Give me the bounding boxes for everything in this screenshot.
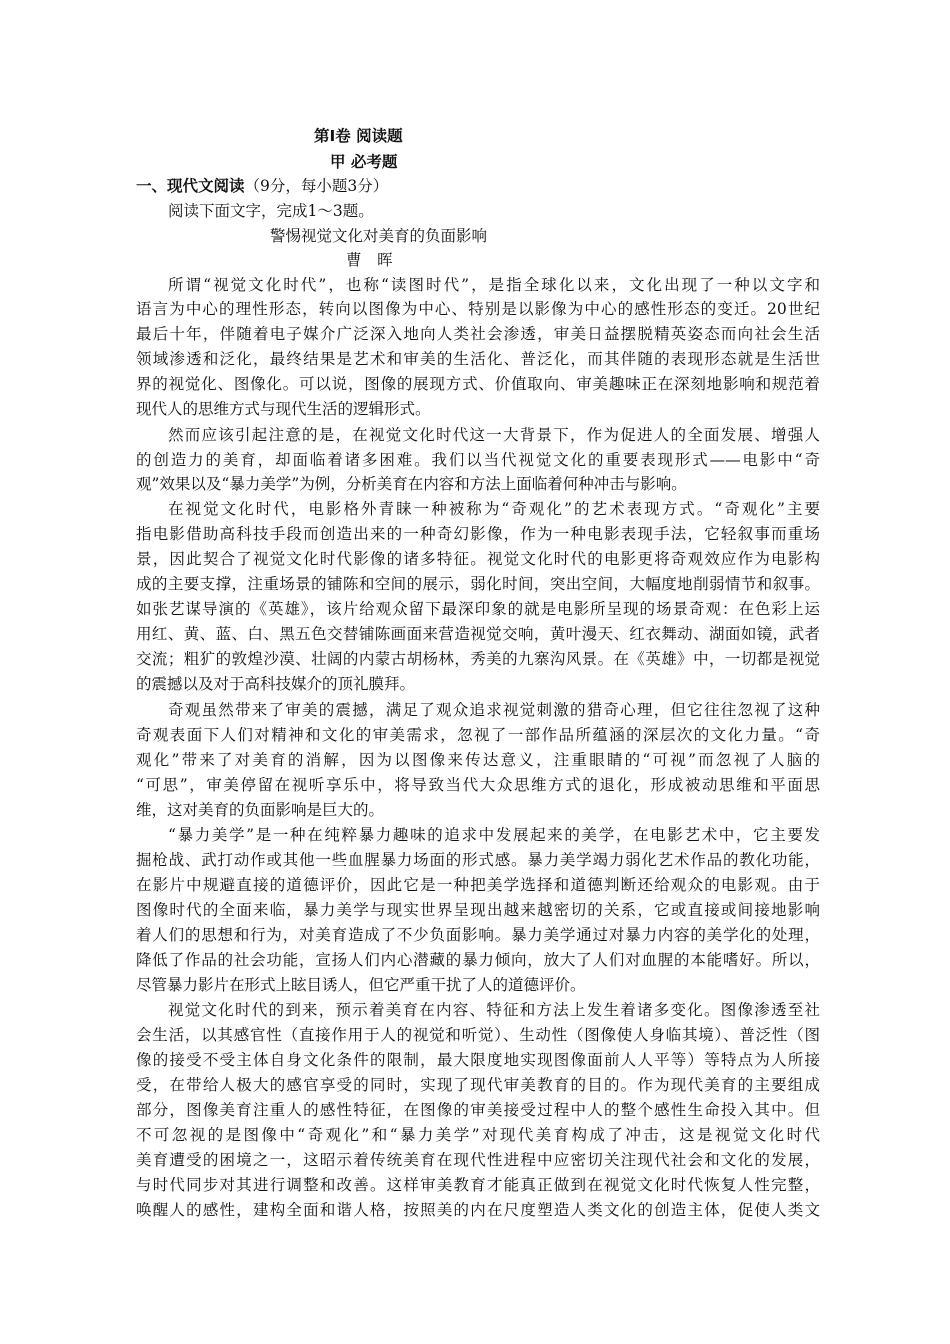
part-note: （9分，每小题3分） [244,177,389,195]
text-line: 语言为中心的理性形态，转向以图像为中心、特别是以影像为中心的感性形态的变迁。20世纪 [136,300,820,318]
text-line: 的创造力的美育，却面临着诸多困难。我们以当代视觉文化的重要表现形式——电影中“奇 [136,451,820,469]
text-line: 如张艺谋导演的《英雄》，该片给观众留下最深印象的就是电影所呈现的场景奇观：在色彩上运 [136,600,820,618]
text-line: 景，因此契合了视觉文化时代影像的诸多特征。视觉文化时代的电影更将奇观效应作为电影构 [136,550,820,568]
text-line: 奇观虽然带来了审美的震撼，满足了观众追求视觉刺激的猎奇心理，但它往往忽视了这种 [168,701,820,719]
section-title: 甲 必考题 [330,153,398,171]
text-line: 降低了作品的社会功能，宣扬人们内心潜藏的暴力倾向，放大了人们对血腥的本能嗜好。所以， [136,951,820,969]
text-line: 着人们的思想和行为，对美育造成了不少负面影响。暴力美学通过对暴力内容的美学化的处理， [136,926,820,944]
text-line: 会生活，以其感官性（直接作用于人的视觉和听觉）、生动性（图像使人身临其境）、普泛性（图 [136,1026,820,1044]
article-author: 曹 晖 [346,251,393,269]
text-line: 现代人的思维方式与现代生活的逻辑形式。 [136,400,431,418]
text-line: “可思”，审美停留在视听享乐中，将导致当代大众思维方式的退化，形成被动思维和平面思 [136,776,820,794]
text-line: 的震撼以及对于高科技媒介的顶礼膜拜。 [136,675,416,693]
article-title: 警惕视觉文化对美育的负面影响 [270,227,488,245]
part-heading: 一、现代文阅读 [136,177,245,195]
text-line: 界的视觉化、图像化。可以说，图像的展现方式、价值取向、审美趣味正在深刻地影响和规范着 [136,375,820,393]
text-line: 受，在带给人极大的感官享受的同时，实现了现代审美教育的目的。作为现代美育的主要组成 [136,1076,820,1094]
text-line: 观”效果以及“暴力美学”为例，分析美育在内容和方法上面临着何种冲击与影响。 [136,475,687,493]
text-line: 指电影借助高科技手段而创造出来的一种奇幻影像，作为一种电影表现手法，它轻叙事而重场 [136,525,820,543]
text-line: 观化”带来了对美育的消解，因为以图像来传达意义，注重眼睛的“可视”而忽视了人脑的 [136,751,820,769]
text-line: 所谓“视觉文化时代”，也称“读图时代”，是指全球化以来，文化出现了一种以文字和 [168,276,820,294]
text-line: 视觉文化时代的到来，预示着美育在内容、特征和方法上发生着诸多变化。图像渗透至社 [168,1001,820,1019]
reading-instruction: 阅读下面文字，完成1～3题。 [168,202,374,220]
text-line: 与时代同步对其进行调整和改善。这样审美教育才能真正做到在视觉文化时代恢复人性完整， [136,1176,820,1194]
part-heading-row [136,176,388,196]
text-line: 最后十年，伴随着电子媒介广泛深入地向人类社会渗透，审美日益摆脱精英姿态而向社会生活 [136,325,820,343]
text-line: 用红、黄、蓝、白、黑五色交替铺陈画面来营造视觉交响，黄叶漫天、红衣舞动、湖面如镜，武者 [136,625,820,643]
text-line: 唤醒人的感性，建构全面和谐人格，按照美的内在尺度塑造人类文化的创造主体，促使人类文 [136,1201,820,1219]
text-line: 美育遭受的困境之一，这昭示着传统美育在现代性进程中应密切关注现代社会和文化的发展， [136,1151,820,1169]
text-line: 掘枪战、武打动作或其他一些血腥暴力场面的形式感。暴力美学竭力弱化艺术作品的教化功能， [136,851,820,869]
text-line: 在视觉文化时代，电影格外青睐一种被称为“奇观化”的艺术表现方式。“奇观化”主要 [168,500,820,518]
text-line: “暴力美学”是一种在纯粹暴力趣味的追求中发展起来的美学，在电影艺术中，它主要发 [168,826,820,844]
text-line: 领域渗透和泛化，最终结果是艺术和审美的生活化、普泛化，而其伴随的表现形态就是生活世 [136,350,820,368]
text-line: 然而应该引起注意的是，在视觉文化时代这一大背景下，作为促进人的全面发展、增强人 [168,426,820,444]
text-line: 不可忽视的是图像中“奇观化”和“暴力美学”对现代美育构成了冲击，这是视觉文化时代 [136,1126,820,1144]
text-line: 像的接受不受主体自身文化条件的限制，最大限度地实现图像面前人人平等）等特点为人所接 [136,1051,820,1069]
text-line: 部分，图像美育注重人的感性特征，在图像的审美接受过程中人的整个感性生命投入其中。但 [136,1101,820,1119]
text-line: 尽管暴力影片在形式上眩目诱人，但它严重干扰了人的道德评价。 [136,976,586,994]
volume-title: 第Ⅰ卷 阅读题 [314,127,403,145]
text-line: 在影片中规避直接的道德评价，因此它是一种把美学选择和道德判断还给观众的电影观。由于 [136,876,820,894]
text-line: 成的主要支撑，注重场景的铺陈和空间的展示，弱化时间，突出空间，大幅度地削弱情节和叙事。 [136,575,820,593]
text-line: 奇观表面下人们对精神和文化的审美需求，忽视了一部作品所蕴涵的深层次的文化力量。“奇 [136,726,820,744]
text-line: 图像时代的全面来临，暴力美学与现实世界呈现出越来越密切的关系，它或直接或间接地影响 [136,901,820,919]
text-line: 维，这对美育的负面影响是巨大的。 [136,801,385,819]
text-line: 交流；粗犷的敦煌沙漠、壮阔的内蒙古胡杨林，秀美的九寨沟风景。在《英雄》中，一切都是视觉 [136,650,820,668]
